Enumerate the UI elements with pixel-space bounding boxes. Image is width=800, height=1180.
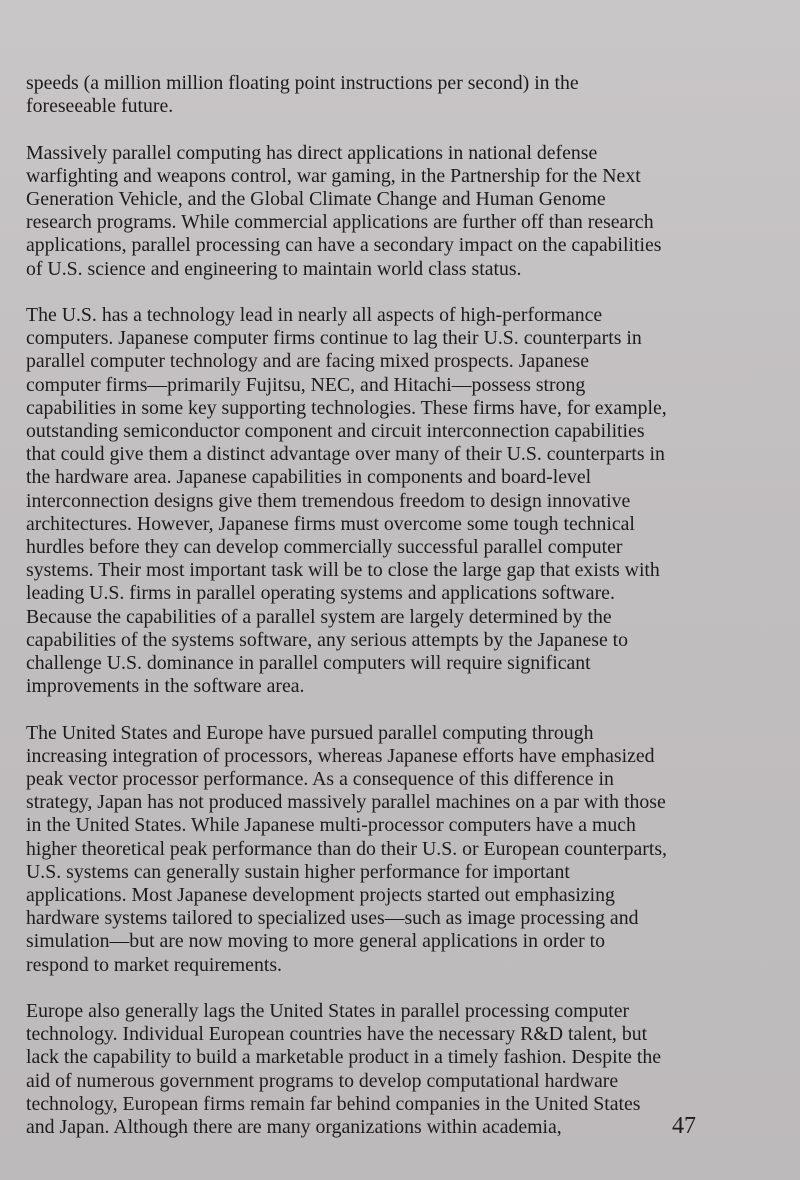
paragraph-2: Massively parallel computing has direct applications in national defense warfighting and weapons control, war gaming, in the Partnership for the Next Generation Vehicle, and the Global Climate Change and Human Genome research programs. While commercial applications are further off than research applications, parallel processing can have a secondary impact on the capabilities of U.S. science and engineering to maintain world class status.: [26, 141, 662, 280]
body-text: [26, 72, 726, 1162]
paragraph-1: speeds (a million million floating point instructions per second) in the foreseeable future.: [26, 72, 579, 118]
paragraph-5: Europe also generally lags the United States in parallel processing computer technology. Individual European countries have the necessary R&D talent, but lack the capability to build a marketable product in a timely fashion. Despite the aid of numerous government programs to develop computational hardware technology, European firms remain far behind companies in the United States and Japan. Although there are many organizations within academia,: [26, 1000, 661, 1139]
paragraph-4: The United States and Europe have pursued parallel computing through increasing integration of processors, whereas Japanese efforts have emphasized peak vector processor performance. As a consequence of this difference in strategy, Japan has not produced massively parallel machines on a par with those in the United States. While Japanese multi-processor computers have a much higher theoretical peak performance than do their U.S. or European counterparts, U.S. systems can generally sustain higher performance for important applications. Most Japanese development projects started out emphasizing hardware systems tailored to specialized uses—such as image processing and simulation—but are now moving to more general applications in order to respond to market requirements.: [26, 721, 667, 976]
paragraph-3: The U.S. has a technology lead in nearly all aspects of high-performance computers. Japanese computer firms continue to lag their U.S. counterparts in parallel computer technology and are facing mixed prospects. Japanese computer firms—primarily Fujitsu, NEC, and Hitachi—possess strong capabilities in some key supporting technologies. These firms have, for example, outstanding semiconductor component and circuit interconnection capabilities that could give them a distinct advantage over many of their U.S. counterparts in the hardware area. Japanese capabilities in components and board-level interconnection designs give them tremendous freedom to design innovative architectures. However, Japanese firms must overcome some tough technical hurdles before they can develop commercially successful parallel computer systems. Their most important task will be to close the large gap that exists with leading U.S. firms in parallel operating systems and applications software. Because the capabilities of a parallel system are largely determined by the capabilities of the systems software, any serious attempts by the Japanese to challenge U.S. dominance in parallel computers will require significant improvements in the software area.: [26, 304, 667, 698]
page-number: 47: [672, 1113, 696, 1139]
